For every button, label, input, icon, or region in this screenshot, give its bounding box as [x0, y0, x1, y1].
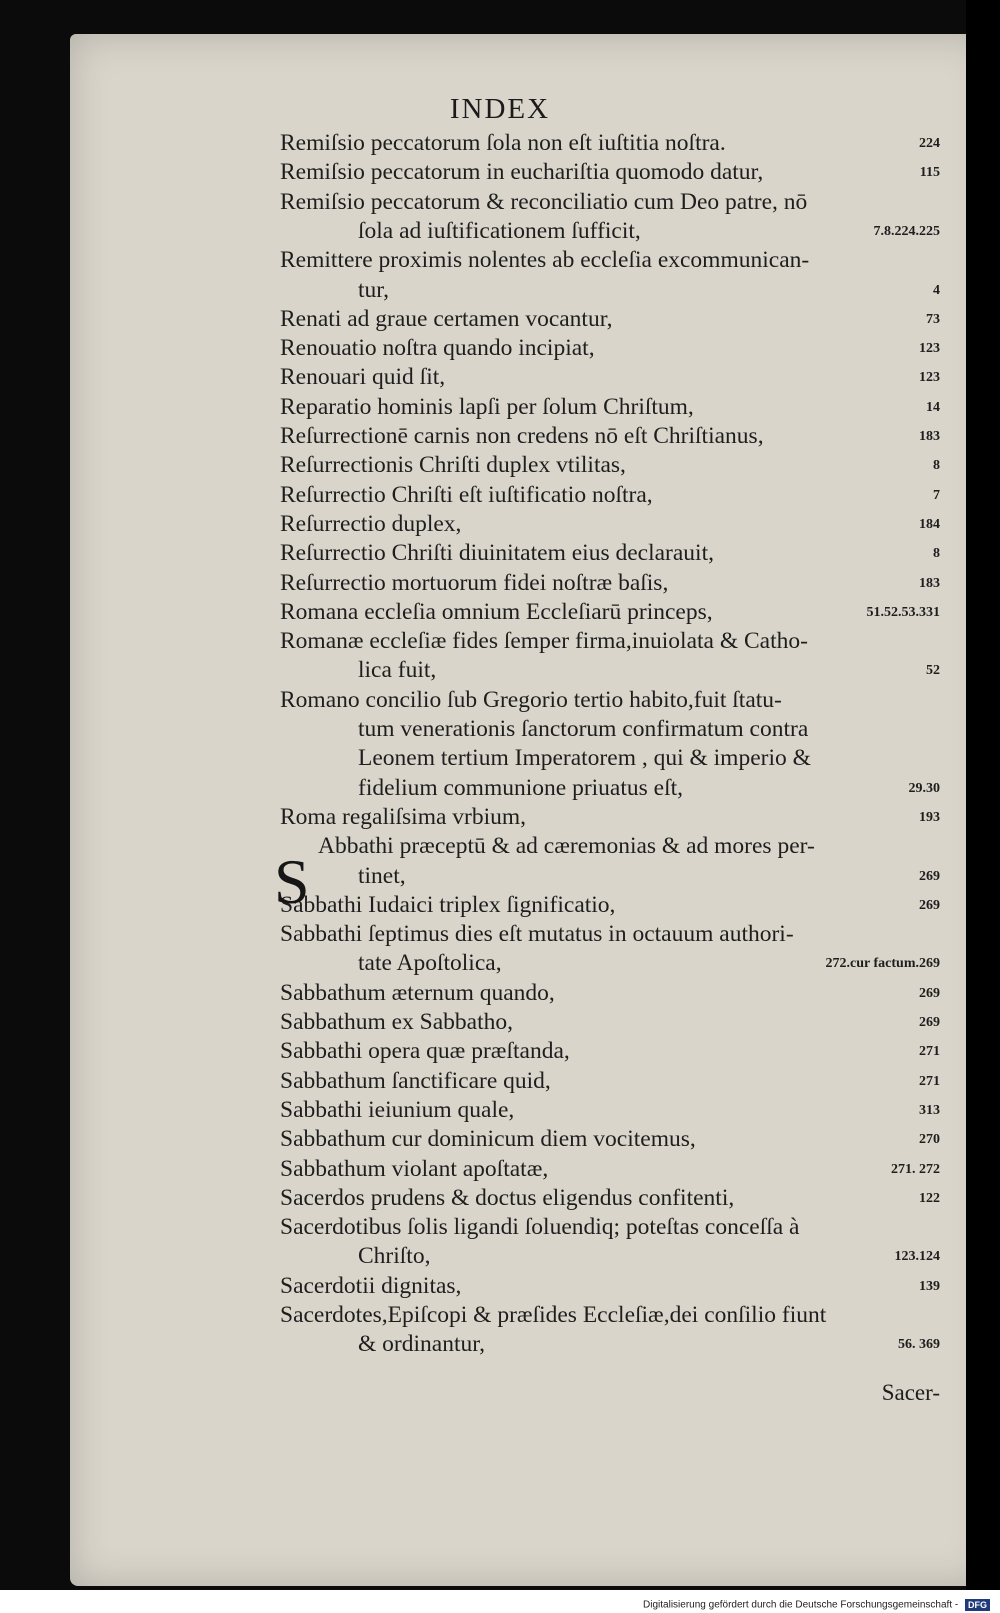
entry-page-ref: 7.8.224.225	[873, 223, 940, 239]
index-entry	[358, 716, 940, 743]
entry-text: Remiſsio peccatorum ſola non eſt iuſtitia noſtra.	[280, 130, 726, 156]
footer-credit	[0, 1599, 990, 1611]
index-entry	[280, 892, 940, 919]
index-entry	[280, 804, 940, 831]
entry-page-ref: 115	[919, 165, 940, 181]
index-entry	[358, 1243, 940, 1270]
index-entry	[280, 1038, 940, 1065]
entry-page-ref: 123	[919, 341, 940, 357]
index-entry	[280, 1302, 940, 1329]
footer-text: Digitalisierung gefördert durch die Deutsche Forschungsgemeinschaft -	[643, 1599, 959, 1611]
index-entry	[280, 1185, 940, 1212]
index-entry	[280, 921, 940, 948]
entry-page-ref: 8	[933, 458, 940, 474]
index-entry	[280, 599, 940, 626]
index-entry	[280, 394, 940, 421]
index-entry	[280, 1214, 940, 1241]
index-entry	[280, 540, 940, 567]
entry-text: fidelium communione priuatus eſt,	[358, 774, 684, 801]
entry-page-ref: 183	[919, 575, 940, 591]
entry-text: Reſurrectio Chriſti diuinitatem eius declarauit,	[280, 540, 714, 567]
index-entry	[280, 189, 940, 216]
entry-text: Reſurrectionis Chriſti duplex vtilitas,	[280, 452, 626, 479]
entry-page-ref: 183	[919, 429, 940, 444]
index-entry	[280, 247, 940, 274]
entry-page-ref: 56. 369	[898, 1337, 940, 1353]
entry-text: Reſurrectionē carnis non credens nō eſt Chriſtianus,	[280, 423, 764, 449]
entry-text: Sabbathum ex Sabbatho,	[280, 1009, 514, 1035]
entry-text: Remiſsio peccatorum & reconciliatio cum Deo patre, nō	[280, 188, 808, 215]
index-entry	[280, 1068, 940, 1095]
entry-text: Reparatio hominis lapſi per ſolum Chriſtum,	[280, 393, 694, 420]
entry-text: Sabbathi Iudaici triplex ſignificatio,	[280, 891, 616, 918]
index-entry	[280, 335, 940, 362]
index-entry	[280, 1156, 940, 1183]
entry-text: & ordinantur,	[358, 1331, 485, 1358]
index-entry	[280, 1273, 940, 1300]
page-title: INDEX	[449, 93, 551, 125]
entry-page-ref: 269	[919, 985, 940, 1001]
entry-text: Sacerdotes,Epiſcopi & præſides Eccleſiæ,dei conſilio fiunt	[280, 1302, 827, 1328]
entry-page-ref: 139	[919, 1278, 940, 1294]
entry-text: Reſurrectio mortuorum fidei noſtræ baſis,	[280, 569, 669, 596]
index-entry	[280, 423, 940, 450]
index-entry	[280, 306, 940, 333]
index-entry	[280, 482, 940, 509]
entry-text: Romanæ eccleſiæ fides ſemper firma,inuiolata & Catho-	[280, 628, 808, 655]
entry-text: Sacerdos prudens & doctus eligendus confitenti,	[280, 1184, 735, 1211]
entry-page-ref: 224	[919, 136, 940, 151]
entry-text: Sabbathum violant apoſtatæ,	[280, 1155, 549, 1182]
entry-page-ref: 14	[926, 399, 940, 415]
entry-text: tinet,	[358, 862, 406, 889]
entry-text: Leonem tertium Imperatorem , qui & imperio &	[358, 745, 811, 772]
entry-text: ſola ad iuſtificationem ſufficit,	[358, 217, 641, 244]
index-entry	[318, 833, 978, 860]
index-entry	[280, 1009, 940, 1036]
entry-page-ref: 123	[919, 370, 940, 386]
entry-text: Renouatio noſtra quando incipiat,	[280, 335, 595, 362]
entry-page-ref: 123.124	[894, 1249, 940, 1265]
entry-page-ref: 193	[919, 809, 940, 825]
entry-text: Sabbathi ieiunium quale,	[280, 1096, 515, 1123]
entry-page-ref: 313	[919, 1102, 940, 1118]
index-entry	[358, 657, 940, 684]
entry-text: tum venerationis ſanctorum confirmatum contra	[358, 716, 809, 742]
entry-page-ref: 272.cur factum.269	[825, 956, 940, 972]
index-entry	[280, 570, 940, 597]
entry-page-ref: 51.52.53.331	[866, 604, 940, 620]
entry-text: Romano concilio ſub Gregorio tertio habito,fuit ſtatu-	[280, 686, 782, 713]
entry-page-ref: 269	[919, 1015, 940, 1030]
entry-text: Sabbathum æternum quando,	[280, 979, 555, 1006]
entry-text: lica fuit,	[358, 657, 437, 684]
index-entry	[280, 159, 940, 186]
entry-page-ref: 8	[933, 546, 940, 562]
dfg-logo: DFG	[965, 1599, 990, 1611]
index-entry	[280, 1097, 940, 1124]
entry-text: Renati ad graue certamen vocantur,	[280, 305, 613, 332]
entry-page-ref: 269	[919, 868, 940, 884]
entry-text: Romana eccleſia omnium Eccleſiarū princeps,	[280, 598, 713, 625]
scan-edge	[966, 0, 1000, 1590]
entry-text: Sabbathi ſeptimus dies eſt mutatus in octauum authori-	[280, 921, 794, 948]
entry-text: Roma regaliſsima vrbium,	[280, 803, 527, 830]
entry-page-ref: 269	[919, 897, 940, 913]
entry-text: Chriſto,	[358, 1243, 431, 1270]
entry-text: Abbathi præceptū & ad cæremonias & ad mores per-	[318, 833, 815, 860]
index-entry	[358, 775, 940, 802]
index-entry	[280, 364, 940, 391]
entry-page-ref: 271	[919, 1044, 940, 1060]
entry-text: Renouari quid ſit,	[280, 364, 446, 391]
entry-text: Sacerdotibus ſolis ligandi ſoluendiq; poteſtas conceſſa à	[280, 1214, 800, 1241]
index-entry	[280, 687, 940, 714]
drop-cap: S	[274, 846, 310, 917]
index-entry	[358, 863, 940, 890]
entry-text: tate Apoſtolica,	[358, 950, 502, 977]
index-entry	[280, 452, 940, 479]
entry-page-ref: 52	[926, 663, 940, 679]
index-entry	[358, 277, 940, 304]
entry-page-ref: 7	[933, 487, 940, 503]
entry-text: Sabbathum ſanctificare quid,	[280, 1067, 551, 1094]
entry-page-ref: 29.30	[908, 780, 940, 796]
catchword: Sacer-	[881, 1380, 940, 1405]
entry-page-ref: 4	[933, 282, 940, 298]
entry-page-ref: 73	[926, 311, 940, 327]
entry-page-ref: 184	[919, 516, 940, 532]
index-entry	[358, 745, 940, 772]
entry-page-ref: 122	[919, 1190, 940, 1206]
entry-text: Reſurrectio Chriſti eſt iuſtificatio noſtra,	[280, 481, 653, 508]
entry-text: tur,	[358, 276, 390, 303]
index-entry	[280, 628, 940, 655]
entry-page-ref: 270	[919, 1132, 940, 1148]
entry-text: Sabbathi opera quæ præſtanda,	[280, 1038, 570, 1065]
entry-text: Reſurrectio duplex,	[280, 510, 462, 537]
index-entry	[280, 1126, 940, 1153]
index-entry	[358, 218, 940, 245]
entry-text: Remiſsio peccatorum in euchariſtia quomodo datur,	[280, 159, 764, 186]
index-entry	[358, 950, 940, 977]
entry-text: Remittere proximis nolentes ab eccleſia excommunican-	[280, 247, 810, 274]
entry-text: Sacerdotii dignitas,	[280, 1272, 462, 1299]
index-entry	[358, 1331, 940, 1358]
index-entry	[280, 980, 940, 1007]
index-entry	[280, 511, 940, 538]
entry-page-ref: 271	[919, 1073, 940, 1089]
entry-text: Sabbathum cur dominicum diem vocitemus,	[280, 1126, 696, 1153]
index-entry	[280, 130, 940, 157]
entry-page-ref: 271. 272	[891, 1161, 940, 1177]
